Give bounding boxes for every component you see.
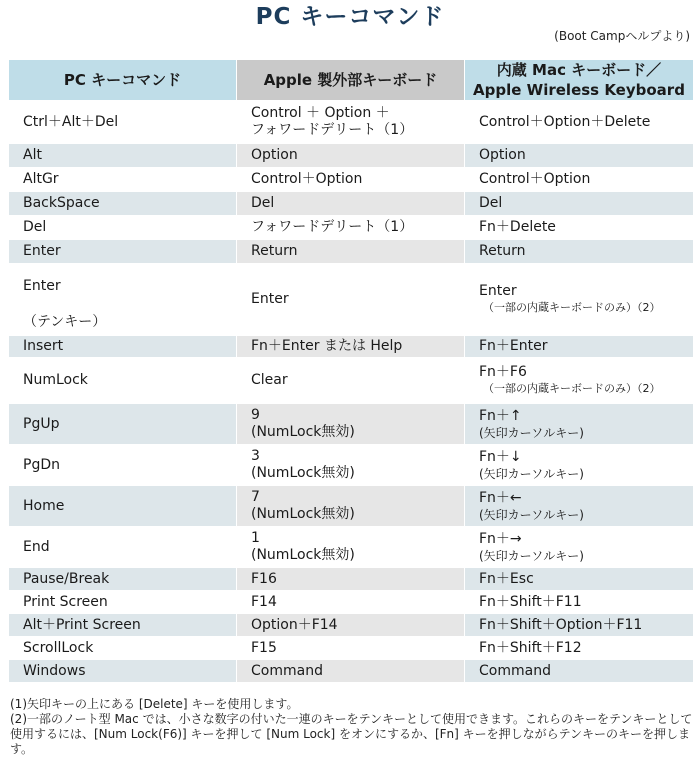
footnote-2: (2)一部のノート型 Mac では、小さな数字の付いた一連のキーをテンキーとして使用できます。これらのキーをテンキーとして使用するには、[Num Lock(F6)] キーを押して [Num Lock] をオンにするか、[Fn] キーを押しながらテンキーのキーを押します。 <box>10 712 693 756</box>
cell-mac-line1: Fn＋← <box>479 489 522 506</box>
cell-mac <box>465 486 694 527</box>
table-row <box>9 445 694 486</box>
cell-ext: Return <box>237 240 465 264</box>
table-row <box>9 192 694 216</box>
table-row <box>9 486 694 527</box>
cell-ext-line2: フォワードデリート（1） <box>251 122 414 138</box>
cell-ext-line1: 1 <box>251 530 260 546</box>
table-row <box>9 614 694 637</box>
cell-mac-line2: （一部の内蔵キーボードのみ）（2） <box>483 301 661 314</box>
table-row <box>9 168 694 192</box>
cell-ext: Del <box>237 192 465 216</box>
page-title: PC キーコマンド <box>255 4 445 30</box>
cell-mac: Fn＋Shift＋Option＋F11 <box>465 614 694 637</box>
cell-ext <box>237 101 465 144</box>
cell-mac-line1: Enter <box>479 283 517 299</box>
header-pc: PC キーコマンド <box>9 60 237 101</box>
header-mac-line1: 内蔵 Mac キーボード／ <box>496 61 662 79</box>
cell-pc: AltGr <box>9 168 237 192</box>
table-row <box>9 591 694 614</box>
cell-pc: ScrollLock <box>9 637 237 660</box>
cell-pc: Enter <box>9 240 237 264</box>
table-row <box>9 637 694 660</box>
cell-mac-line1: Fn＋F6 <box>479 364 527 380</box>
cell-mac <box>465 358 694 404</box>
table-row <box>9 240 694 264</box>
cell-mac-line1: Fn＋↑ <box>479 407 522 424</box>
cell-mac-line2: (矢印カーソルキー) <box>479 466 584 481</box>
cell-mac: Fn＋Enter <box>465 336 694 358</box>
cell-ext <box>237 486 465 527</box>
header-mac-internal <box>465 60 694 101</box>
cell-ext: F14 <box>237 591 465 614</box>
cell-pc-line1: Enter <box>23 278 61 294</box>
cell-mac-line2: (矢印カーソルキー) <box>479 548 584 563</box>
cell-mac: Control＋Option <box>465 168 694 192</box>
cell-mac: Command <box>465 660 694 683</box>
cell-pc: Windows <box>9 660 237 683</box>
cell-ext <box>237 527 465 568</box>
table-row <box>9 336 694 358</box>
cell-pc: Del <box>9 216 237 240</box>
cell-pc: Alt＋Print Screen <box>9 614 237 637</box>
cell-mac-line1: Fn＋→ <box>479 530 522 547</box>
table-row <box>9 660 694 683</box>
cell-ext-line1: Control ＋ Option ＋ <box>251 105 390 121</box>
table-header-row <box>9 60 694 101</box>
cell-ext: Option <box>237 144 465 168</box>
cell-pc: Home <box>9 486 237 527</box>
cell-ext-line1: 9 <box>251 407 260 423</box>
cell-pc: Insert <box>9 336 237 358</box>
footnote-1: (1)矢印キーの上にある [Delete] キーを使用します。 <box>10 697 299 711</box>
cell-ext-line2: (NumLock無効) <box>251 506 355 522</box>
header-mac-line2: Apple Wireless Keyboard <box>473 81 685 99</box>
cell-mac: Return <box>465 240 694 264</box>
cell-ext-line2: (NumLock無効) <box>251 547 355 563</box>
cell-ext: Enter <box>237 264 465 336</box>
cell-mac <box>465 264 694 336</box>
cell-pc: End <box>9 527 237 568</box>
cell-ext-line1: 7 <box>251 489 260 505</box>
table-row <box>9 264 694 336</box>
cell-ext: Clear <box>237 358 465 404</box>
cell-pc: NumLock <box>9 358 237 404</box>
table-row <box>9 101 694 144</box>
cell-ext: Command <box>237 660 465 683</box>
cell-ext <box>237 404 465 445</box>
cell-ext-line2: (NumLock無効) <box>251 465 355 481</box>
cell-ext-line2: (NumLock無効) <box>251 424 355 440</box>
cell-mac-line2: (矢印カーソルキー) <box>479 425 584 440</box>
cell-pc: Alt <box>9 144 237 168</box>
cell-ext <box>237 445 465 486</box>
cell-mac <box>465 527 694 568</box>
cell-mac: Fn＋Shift＋F11 <box>465 591 694 614</box>
cell-pc: BackSpace <box>9 192 237 216</box>
cell-mac-line1: Fn＋↓ <box>479 448 522 465</box>
cell-pc <box>9 264 237 336</box>
cell-ext: フォワードデリート（1） <box>237 216 465 240</box>
cell-ext: Fn＋Enter または Help <box>237 336 465 358</box>
cell-mac: Fn＋Delete <box>465 216 694 240</box>
cell-mac <box>465 404 694 445</box>
table-row <box>9 527 694 568</box>
table-row <box>9 144 694 168</box>
cell-pc: Pause/Break <box>9 568 237 591</box>
cell-ext-line1: 3 <box>251 448 260 464</box>
cell-pc: PgDn <box>9 445 237 486</box>
cell-pc: PgUp <box>9 404 237 445</box>
table-row <box>9 216 694 240</box>
cell-mac-line2: (矢印カーソルキー) <box>479 507 584 522</box>
cell-mac: Del <box>465 192 694 216</box>
table-row <box>9 568 694 591</box>
cell-ext: Control＋Option <box>237 168 465 192</box>
cell-mac: Control＋Option＋Delete <box>465 101 694 144</box>
cell-mac-line2: （一部の内蔵キーボードのみ）（2） <box>483 382 661 395</box>
cell-ext: F15 <box>237 637 465 660</box>
key-command-table <box>8 59 694 683</box>
cell-pc: Ctrl＋Alt＋Del <box>9 101 237 144</box>
source-note: (Boot Campヘルプより) <box>554 29 690 43</box>
cell-mac: Fn＋Shift＋F12 <box>465 637 694 660</box>
cell-mac <box>465 445 694 486</box>
header-apple-external: Apple 製外部キーボード <box>237 60 465 101</box>
cell-ext: F16 <box>237 568 465 591</box>
cell-mac: Option <box>465 144 694 168</box>
footnotes <box>10 697 695 757</box>
cell-mac: Fn＋Esc <box>465 568 694 591</box>
table-row <box>9 358 694 404</box>
cell-ext: Option＋F14 <box>237 614 465 637</box>
cell-pc-line2: （テンキー） <box>23 314 107 330</box>
cell-pc: Print Screen <box>9 591 237 614</box>
table-row <box>9 404 694 445</box>
